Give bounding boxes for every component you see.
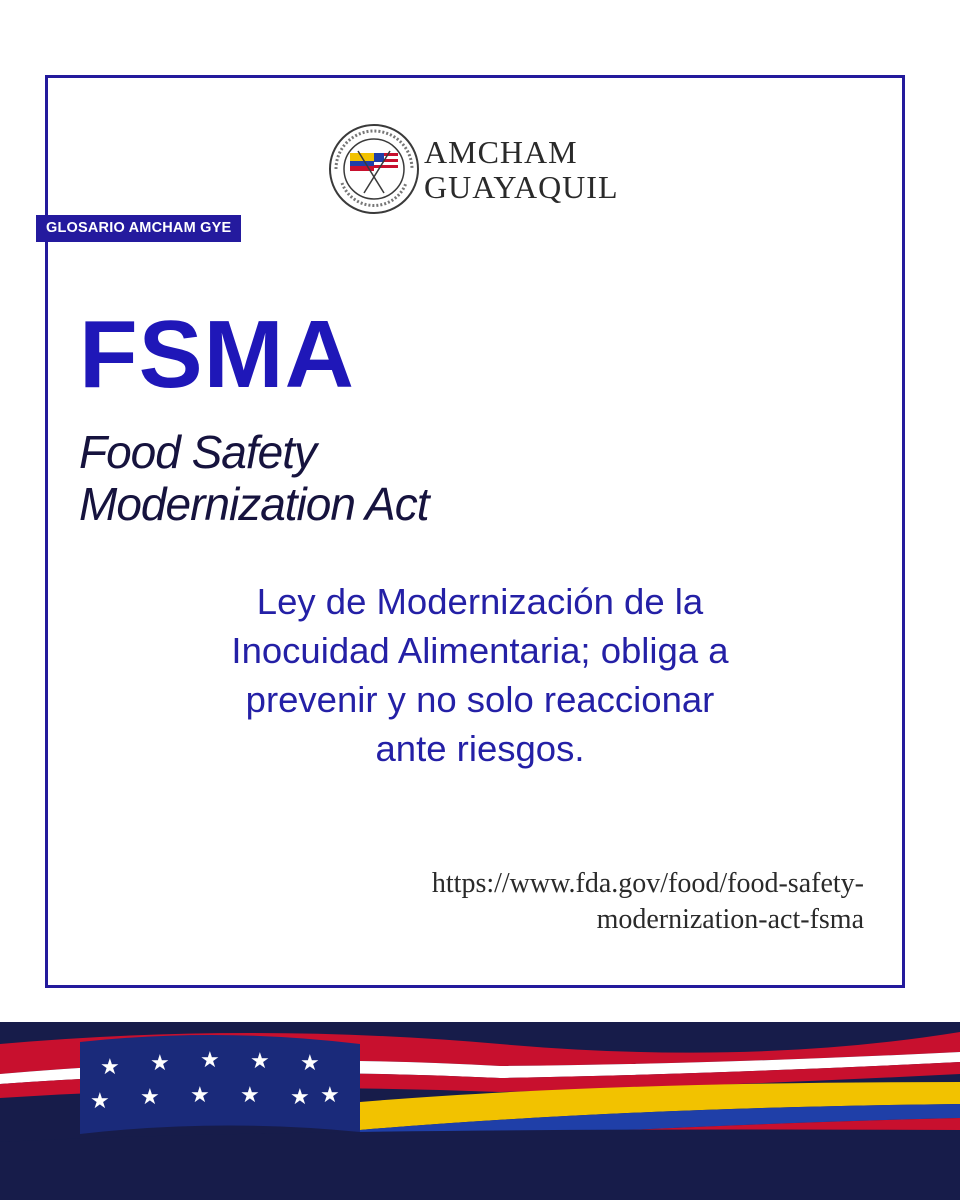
fullname-line-1: Food Safety bbox=[79, 426, 317, 478]
svg-text:★: ★ bbox=[190, 1083, 210, 1108]
definition-line: Ley de Modernización de la bbox=[256, 581, 704, 622]
svg-text:★: ★ bbox=[240, 1083, 260, 1108]
svg-text:★: ★ bbox=[250, 1049, 270, 1074]
term-fullname bbox=[79, 426, 719, 530]
svg-text:★: ★ bbox=[320, 1083, 340, 1108]
svg-text:★: ★ bbox=[200, 1048, 220, 1073]
amcham-seal-icon bbox=[328, 123, 420, 215]
svg-text:★: ★ bbox=[150, 1051, 170, 1076]
svg-text:★: ★ bbox=[100, 1055, 120, 1080]
glossary-tag: GLOSARIO AMCHAM GYE bbox=[36, 215, 241, 242]
source-url-line-2: modernization-act-fsma bbox=[596, 904, 864, 935]
definition-line: Inocuidad Alimentaria; obliga a bbox=[231, 630, 729, 671]
svg-text:★: ★ bbox=[300, 1051, 320, 1076]
svg-text:★: ★ bbox=[290, 1085, 310, 1110]
fullname-line-2: Modernization Act bbox=[79, 478, 429, 530]
definition-text bbox=[95, 577, 865, 773]
amcham-logo bbox=[328, 123, 628, 215]
definition-line: ante riesgos. bbox=[375, 728, 585, 769]
flags-banner-icon bbox=[0, 1022, 960, 1200]
svg-text:★: ★ bbox=[90, 1089, 110, 1114]
svg-text:★: ★ bbox=[140, 1085, 160, 1110]
source-link[interactable] bbox=[304, 866, 864, 938]
source-url-line-1: https://www.fda.gov/food/food-safety- bbox=[431, 868, 864, 899]
logo-line-amcham: AMCHAM bbox=[424, 134, 578, 170]
definition-line: prevenir y no solo reaccionar bbox=[245, 679, 715, 720]
term-acronym: FSMA bbox=[79, 301, 355, 408]
logo-line-guayaquil: GUAYAQUIL bbox=[424, 169, 619, 205]
